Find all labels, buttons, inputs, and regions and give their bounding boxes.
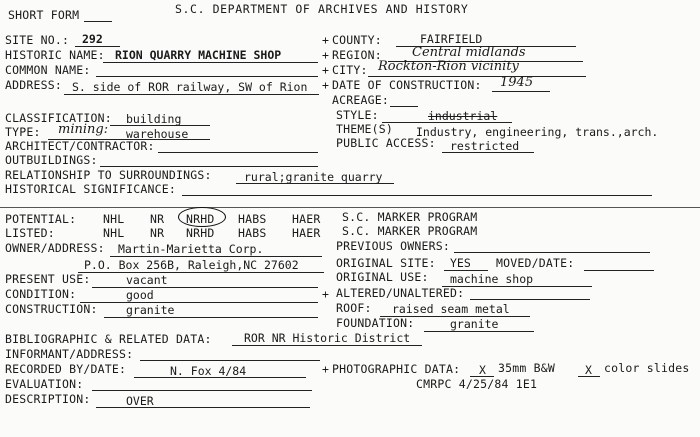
historic-name-value: RION QUARRY MACHINE SHOP xyxy=(115,48,282,62)
owner-line1 xyxy=(110,256,322,257)
outbuildings-line xyxy=(100,166,318,167)
date-marker: + xyxy=(322,78,330,92)
previous-owners-label: PREVIOUS OWNERS: xyxy=(336,239,450,253)
photo-reference: CMRPC 4/25/84 1E1 xyxy=(416,377,538,391)
address-label: ADDRESS: xyxy=(5,78,62,92)
acreage-label: ACREAGE: xyxy=(332,93,389,107)
common-name-label: COMMON NAME: xyxy=(5,63,91,77)
potential-nrhd: NRHD xyxy=(186,212,215,226)
type-value: warehouse xyxy=(126,127,189,141)
historical-significance-line xyxy=(182,195,652,196)
recorded-by-marker: + xyxy=(322,362,330,376)
description-line xyxy=(96,407,310,408)
architect-label: ARCHITECT/CONTRACTOR: xyxy=(5,139,155,153)
photo-mark-slides-line xyxy=(578,376,600,377)
date-construction-label: DATE OF CONSTRUCTION: xyxy=(332,78,482,92)
acreage-line xyxy=(390,106,418,107)
potential-nr: NR xyxy=(150,212,165,226)
nrhd-circle xyxy=(178,207,226,227)
original-use-line xyxy=(442,286,592,287)
county-value: FAIRFIELD xyxy=(420,32,483,46)
architect-line xyxy=(158,152,318,153)
evaluation-line xyxy=(92,390,312,391)
type-handwritten: mining: xyxy=(58,122,109,137)
city-line xyxy=(368,76,586,77)
potential-haer: HAER xyxy=(292,212,321,226)
site-no-label: SITE NO.: xyxy=(5,33,70,47)
site-no-marker: + xyxy=(322,33,330,47)
classification-label: CLASSIFICATION: xyxy=(5,111,112,125)
listed-habs: HABS xyxy=(238,226,267,240)
original-use-label: ORIGINAL USE: xyxy=(336,270,429,284)
foundation-line xyxy=(424,331,534,332)
date-construction-line xyxy=(492,91,550,92)
roof-value: raised seam metal xyxy=(392,302,510,316)
relationship-line xyxy=(236,183,394,184)
potential-label: POTENTIAL: xyxy=(5,212,77,226)
listed-haer: HAER xyxy=(292,226,321,240)
altered-marker: + xyxy=(322,287,330,301)
recorded-by-label: RECORDED BY/DATE: xyxy=(5,362,127,376)
original-site-value: YES xyxy=(450,256,471,270)
condition-line xyxy=(80,302,318,303)
public-access-label: PUBLIC ACCESS: xyxy=(336,136,436,150)
recorded-by-line xyxy=(134,377,306,378)
agency-title: S.C. DEPARTMENT OF ARCHIVES AND HISTORY xyxy=(175,2,469,16)
owner-label: OWNER/ADDRESS: xyxy=(5,241,105,255)
informant-line xyxy=(140,360,320,361)
construction-value: granite xyxy=(126,303,175,317)
bibliographic-line xyxy=(232,345,422,346)
altered-label: ALTERED/UNALTERED: xyxy=(336,286,465,300)
photo-option-slides: color slides xyxy=(604,361,690,375)
date-construction-value: 1945 xyxy=(500,75,534,90)
construction-label: CONSTRUCTION: xyxy=(5,302,98,316)
classification-line xyxy=(110,125,210,126)
site-no-value: 292 xyxy=(82,32,103,46)
present-use-label: PRESENT USE: xyxy=(5,272,91,286)
recorded-by-value: N. Fox 4/84 xyxy=(170,364,247,378)
original-site-label: ORIGINAL SITE: xyxy=(336,256,436,270)
style-line xyxy=(382,122,512,123)
foundation-value: granite xyxy=(450,317,499,331)
public-access-value: restricted xyxy=(450,139,520,153)
address-value: S. side of ROR railway, SW of Rion xyxy=(72,80,308,94)
address-line xyxy=(64,94,319,95)
original-site-line xyxy=(444,270,488,271)
public-access-line xyxy=(442,152,534,153)
site-no-line xyxy=(75,46,120,47)
potential-marker-program: S.C. MARKER PROGRAM xyxy=(342,210,478,224)
themes-value: Industry, engineering, trans.,arch. xyxy=(416,125,659,139)
region-value: Central midlands xyxy=(412,45,526,60)
county-label: COUNTY: xyxy=(332,33,382,47)
themes-label: THEME(S) xyxy=(336,122,393,136)
construction-line xyxy=(104,317,318,318)
section-divider xyxy=(0,207,700,208)
region-label: REGION: xyxy=(332,48,382,62)
city-marker: + xyxy=(322,63,330,77)
description-value: OVER xyxy=(126,394,154,408)
original-use-value: machine shop xyxy=(450,272,534,286)
relationship-label: RELATIONSHIP TO SURROUNDINGS: xyxy=(5,168,212,182)
owner-value-line2: P.O. Box 256B, Raleigh,NC 27602 xyxy=(84,258,299,272)
condition-value: good xyxy=(126,288,154,302)
evaluation-label: EVALUATION: xyxy=(5,377,84,391)
description-label: DESCRIPTION: xyxy=(5,392,91,406)
historic-name-line xyxy=(103,62,318,63)
style-value: industrial xyxy=(428,109,498,123)
foundation-label: FOUNDATION: xyxy=(336,316,415,330)
city-label: CITY: xyxy=(332,63,368,77)
photo-option-bw: 35mm B&W xyxy=(498,361,555,375)
region-marker: + xyxy=(322,48,330,62)
roof-label: ROOF: xyxy=(336,301,372,315)
common-name-line xyxy=(96,76,318,77)
listed-label: LISTED: xyxy=(5,226,55,240)
informant-label: INFORMANT/ADDRESS: xyxy=(5,347,134,361)
moved-date-line xyxy=(584,270,654,271)
altered-line xyxy=(470,299,590,300)
listed-marker-program: S.C. MARKER PROGRAM xyxy=(342,224,478,238)
listed-nr: NR xyxy=(150,226,165,240)
owner-value-line1: Martin-Marietta Corp. xyxy=(118,242,264,256)
listed-nrhd: NRHD xyxy=(186,226,215,240)
present-use-value: vacant xyxy=(126,273,168,287)
moved-date-label: MOVED/DATE: xyxy=(496,256,575,270)
historic-name-label: HISTORIC NAME: xyxy=(5,48,105,62)
photographic-label: PHOTOGRAPHIC DATA: xyxy=(332,362,461,376)
photo-mark-slides: X xyxy=(585,363,592,377)
historical-significance-label: HISTORICAL SIGNIFICANCE: xyxy=(5,182,176,196)
bibliographic-value: ROR NR Historic District xyxy=(244,331,411,345)
outbuildings-label: OUTBUILDINGS: xyxy=(5,153,98,167)
potential-nhl: NHL xyxy=(103,212,125,226)
photo-mark-bw: X xyxy=(479,363,486,377)
short-form-blank xyxy=(84,21,112,22)
potential-habs: HABS xyxy=(238,212,267,226)
city-value: Rockton-Rion vicinity xyxy=(378,59,519,74)
previous-owners-line xyxy=(454,252,650,253)
listed-nhl: NHL xyxy=(103,226,125,240)
owner-line2 xyxy=(78,272,324,273)
classification-value: building xyxy=(126,112,182,126)
bibliographic-label: BIBLIOGRAPHIC & RELATED DATA: xyxy=(5,332,212,346)
style-label: STYLE: xyxy=(336,108,379,122)
relationship-value: rural;granite quarry xyxy=(244,170,383,184)
type-label: TYPE: xyxy=(5,125,41,139)
condition-label: CONDITION: xyxy=(5,287,77,301)
short-form-label: SHORT FORM xyxy=(8,8,80,22)
